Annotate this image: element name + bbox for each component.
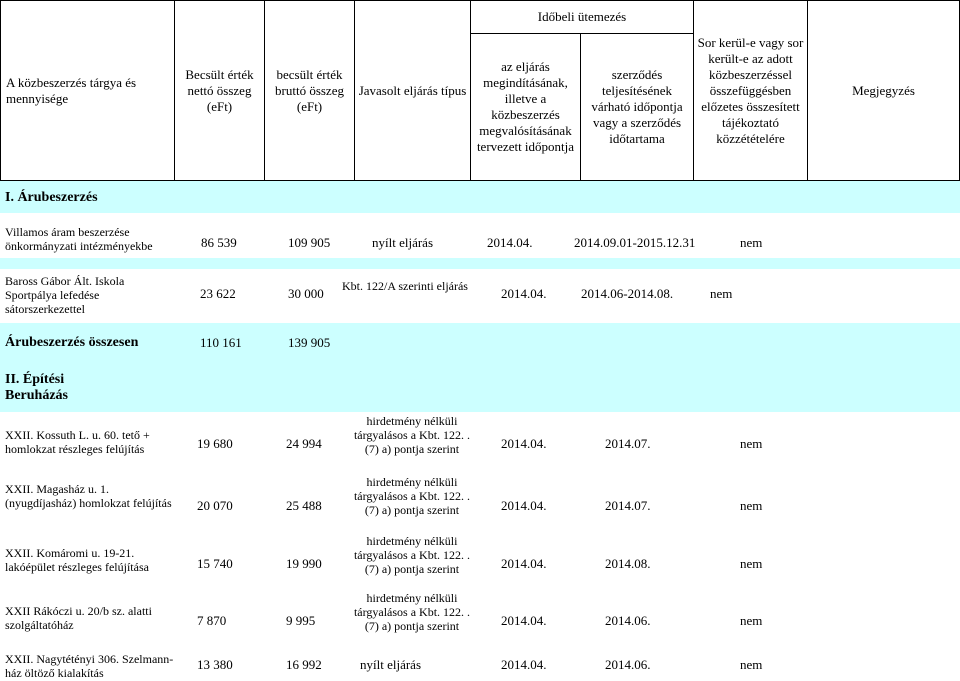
row-prior: nem — [740, 235, 763, 250]
header-procedure: Javasolt eljárás típus — [354, 0, 471, 181]
row-completion: 2014.06-2014.08. — [581, 286, 674, 301]
header-net: Becsült érték nettó összeg (eFt) — [174, 0, 265, 181]
row-prior: nem — [740, 657, 763, 672]
row-procedure: hirdetmény nélküli tárgyalásos a Kbt. 122. . (7) a) pontja szerint — [353, 414, 471, 456]
row-gross: 24 994 — [286, 436, 322, 451]
row-net: 15 740 — [197, 556, 233, 571]
header-start: az eljárás megindításának, illetve a közbeszerzés megvalósításának tervezett időpontja — [470, 33, 581, 181]
row-net: 7 870 — [197, 613, 227, 628]
total-gross: 139 905 — [288, 335, 331, 350]
row-gross: 16 992 — [286, 657, 322, 672]
section1-title: I. Árubeszerzés — [5, 190, 98, 205]
row-start: 2014.04. — [501, 556, 547, 571]
row-procedure: hirdetmény nélküli tárgyalásos a Kbt. 122. . (7) a) pontja szerint — [353, 534, 471, 576]
row-completion: 2014.09.01-2015.12.31 — [574, 235, 696, 250]
header-notes: Megjegyzés — [807, 0, 960, 181]
row-completion: 2014.07. — [605, 498, 651, 513]
header-schedule: Időbeli ütemezés — [470, 0, 694, 34]
row-gross: 109 905 — [288, 235, 331, 250]
row-start: 2014.04. — [501, 286, 547, 301]
row-start: 2014.04. — [501, 613, 547, 628]
row-gross: 9 995 — [286, 613, 316, 628]
section1-total-band — [0, 323, 960, 364]
row-divider — [0, 258, 960, 269]
row-completion: 2014.06. — [605, 657, 651, 672]
row-prior: nem — [740, 556, 763, 571]
row-procedure: hirdetmény nélküli tárgyalásos a Kbt. 122. . (7) a) pontja szerint — [353, 591, 471, 633]
row-prior: nem — [740, 613, 763, 628]
header-subject: A közbeszerzés tárgya és mennyisége — [0, 0, 175, 181]
row-net: 20 070 — [197, 498, 233, 513]
row-gross: 25 488 — [286, 498, 322, 513]
header-prior-notice: Sor kerül-e vagy sor került-e az adott közbeszerzéssel összefüggésben előzetes összesített tájékoztató közzétételére — [693, 0, 808, 181]
row-procedure: hirdetmény nélküli tárgyalásos a Kbt. 122. . (7) a) pontja szerint — [353, 475, 471, 517]
row-start: 2014.04. — [487, 235, 533, 250]
row-net: 23 622 — [200, 286, 236, 301]
row-subject: XXII. Kossuth L. u. 60. tető + homlokzat részleges felújítás — [5, 428, 150, 456]
row-gross: 19 990 — [286, 556, 322, 571]
row-subject: XXII. Nagytétényi 306. Szelmann-ház öltöző kialakítás — [5, 652, 174, 680]
row-net: 13 380 — [197, 657, 233, 672]
row-subject: Villamos áram beszerzése önkormányzati intézményekbe — [5, 225, 153, 253]
row-completion: 2014.08. — [605, 556, 651, 571]
row-procedure: Kbt. 122/A szerinti eljárás — [342, 279, 468, 293]
row-procedure: nyílt eljárás — [372, 235, 434, 250]
row-gross: 30 000 — [288, 286, 324, 301]
section2-title: II. Építési Beruházás — [5, 372, 68, 403]
row-start: 2014.04. — [501, 436, 547, 451]
section2-title-band — [0, 364, 960, 412]
row-completion: 2014.07. — [605, 436, 651, 451]
row-completion: 2014.06. — [605, 613, 651, 628]
row-prior: nem — [740, 436, 763, 451]
header-completion: szerződés teljesítésének várható időpontja vagy a szerződés időtartama — [580, 33, 694, 181]
row-prior: nem — [740, 498, 763, 513]
total-net: 110 161 — [200, 335, 242, 350]
row-procedure: nyílt eljárás — [360, 657, 422, 672]
row-subject: Baross Gábor Ált. Iskola Sportpálya lefedése sátorszerkezettel — [5, 274, 125, 316]
row-subject: XXII. Komáromi u. 19-21. lakóépület részleges felújítása — [5, 546, 149, 574]
section1-title-band — [0, 181, 960, 213]
row-net: 86 539 — [201, 235, 237, 250]
total-label: Árubeszerzés összesen — [5, 335, 139, 350]
row-net: 19 680 — [197, 436, 233, 451]
row-start: 2014.04. — [501, 657, 547, 672]
header-gross: becsült érték bruttó összeg (eFt) — [264, 0, 355, 181]
row-prior: nem — [710, 286, 733, 301]
row-subject: XXII. Magasház u. 1. (nyugdíjasház) homlokzat felújítás — [5, 482, 172, 510]
row-subject: XXII Rákóczi u. 20/b sz. alatti szolgáltatóház — [5, 604, 152, 632]
row-start: 2014.04. — [501, 498, 547, 513]
